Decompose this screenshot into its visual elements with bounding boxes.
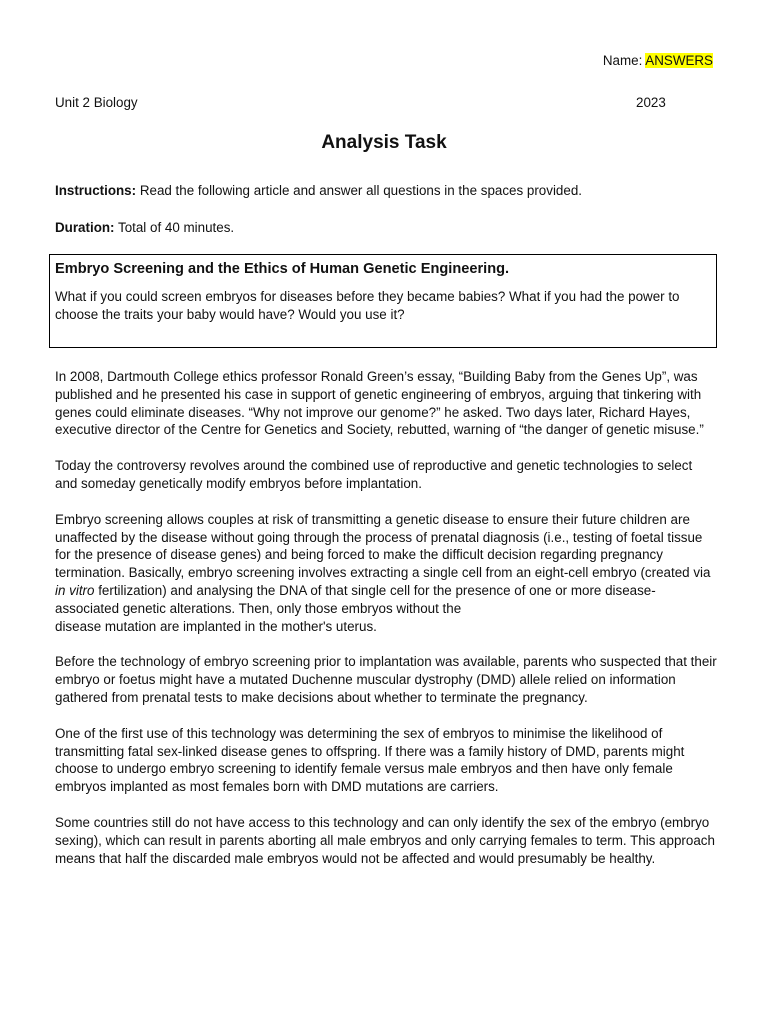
article-body [55,368,717,885]
instructions-text: Read the following article and answer all questions in the spaces provided. [139,183,582,198]
page-title: Analysis Task [321,132,447,153]
paragraph-2: Today the controversy revolves around the combined use of reproductive and genetic technologies to select and someday genetically modify embryos before implantation. [55,458,693,491]
name-value: ANSWERS [645,53,713,68]
paragraph-3-part-c: disease mutation are implanted in the mother's uterus. [55,618,377,634]
name-line [603,52,713,70]
paragraph-3-part-a: Embryo screening allows couples at risk of transmitting a genetic disease to ensure their future children are unaffected by the disease without going through the process of prenatal diagnosis (i.e., testing of foetal tissue for the presence of disease genes) and being forced to make the difficult decision regarding pregnancy termination. Basically, embryo screening involves extracting a single cell from an eight-cell embryo (created via [55,511,711,581]
paragraph-1: In 2008, Dartmouth College ethics professor Ronald Green’s essay, “Building Baby from the Genes Up”, was published and he presented his case in support of genetic engineering of embryos, arguing that tinkering with genes could eliminate diseases. “Why not improve our genome?” he asked. Two days later, Richard Hayes, executive director of the Centre for Genetics and Society, rebutted, warning of “the danger of genetic misuse.” [55,369,704,438]
article-title: Embryo Screening and the Ethics of Human Genetic Engineering. [55,261,510,277]
duration-text: Total of 40 minutes. [118,220,235,235]
unit-label: Unit 2 Biology [55,95,138,110]
name-label: Name: [602,53,643,68]
duration-label: Duration: [55,220,115,235]
duration [55,219,234,237]
paragraph-3-part-b: fertilization) and analysing the DNA of that single cell for the presence of one or more disease-associated genetic alterations. Then, only those embryos without the [55,582,656,616]
in-vitro-term: in vitro [55,582,95,598]
article-intro-box [49,254,717,348]
article-intro: What if you could screen embryos for diseases before they became babies? What if you had the power to choose the traits your baby would have? Would you use it? [55,289,680,322]
year-label: 2023 [636,95,666,110]
paragraph-6: Some countries still do not have access to this technology and can only identify the sex of the embryo (embryo sexing), which can result in parents aborting all male embryos and only carrying females to term. This approach means that half the discarded male embryos would not be affected and would presumably be healthy. [55,814,715,866]
paragraph-4: Before the technology of embryo screening prior to implantation was available, parents who suspected that their embryo or foetus might have a mutated Duchenne muscular dystrophy (DMD) allele relied on information gathered from prenatal tests to make decisions about whether to terminate the pregnancy. [55,654,717,705]
paragraph-5: One of the first use of this technology was determining the sex of embryos to minimise the likelihood of transmitting fatal sex-linked disease genes to offspring. If there was a family history of DMD, parents might choose to undergo embryo screening to identify female versus male embryos and then have only female embryos implanted as most females born with DMD mutations are carriers. [55,725,685,795]
paragraph-3 [55,511,717,636]
instructions-label: Instructions: [55,183,137,198]
instructions [55,182,582,200]
